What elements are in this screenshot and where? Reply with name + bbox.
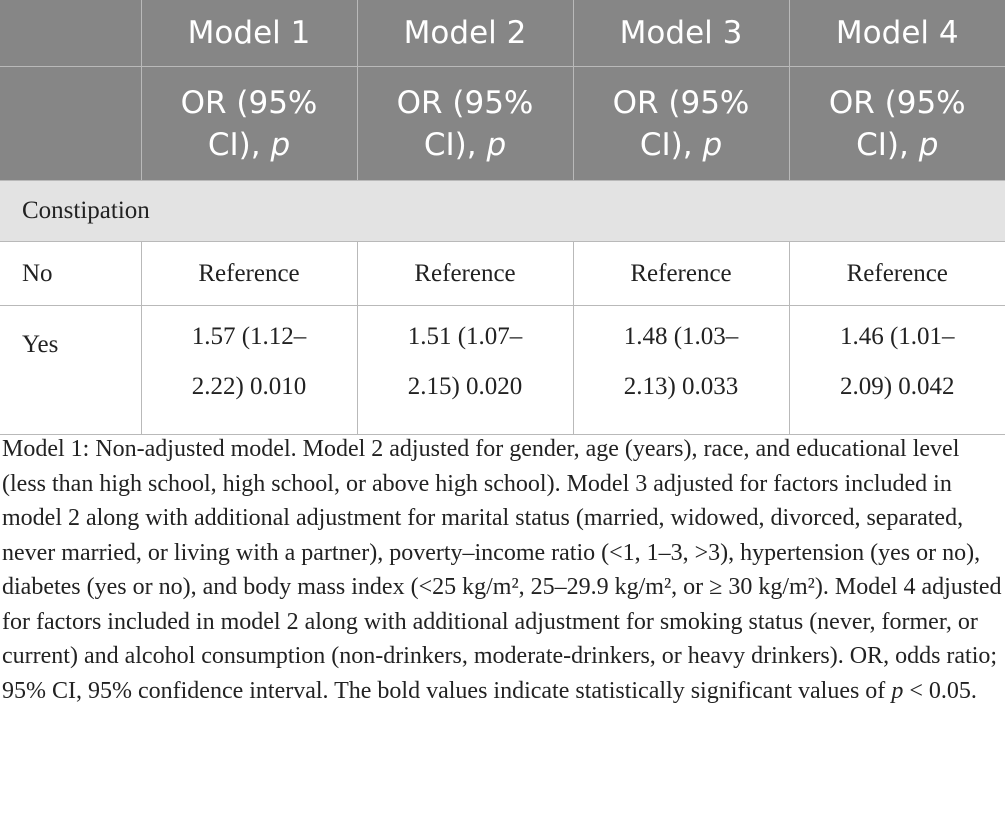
header-stat-p: p <box>270 126 291 163</box>
table-row <box>0 306 1005 435</box>
table-row <box>0 242 1005 306</box>
header-stat-4 <box>789 67 1005 181</box>
header-stat-p: p <box>918 126 939 163</box>
cell-or-line1: 1.46 (1.01– <box>839 323 955 350</box>
cell-reference-model-3: Reference <box>573 242 789 306</box>
header-stat-2 <box>357 67 573 181</box>
cell-or-line2: 2.15) 0.020 <box>407 373 523 400</box>
header-stat-line1: OR (95% <box>828 84 966 121</box>
header-corner-cell-2 <box>0 67 141 181</box>
header-stat-p: p <box>486 126 507 163</box>
cell-or-model-3 <box>573 306 789 435</box>
header-stat-line1: OR (95% <box>180 84 318 121</box>
table-footnote <box>2 432 1002 708</box>
cell-reference-model-2: Reference <box>357 242 573 306</box>
cell-or-line2: 2.22) 0.010 <box>191 373 307 400</box>
cell-or-model-1 <box>141 306 357 435</box>
header-stat-3 <box>573 67 789 181</box>
header-row-models <box>0 0 1005 67</box>
header-stat-line2 <box>580 124 783 166</box>
header-model-3: Model 3 <box>573 0 789 67</box>
header-model-4: Model 4 <box>789 0 1005 67</box>
header-stat-p: p <box>702 126 723 163</box>
cell-or-line2: 2.09) 0.042 <box>839 373 955 400</box>
header-stat-ci: CI), <box>423 126 487 163</box>
cell-or-line1: 1.57 (1.12– <box>191 323 307 350</box>
header-row-stats <box>0 67 1005 181</box>
cell-or-line1: 1.48 (1.03– <box>623 323 739 350</box>
footnote-p-symbol: p <box>891 677 904 704</box>
header-stat-ci: CI), <box>856 126 919 163</box>
cell-reference-model-4: Reference <box>789 242 1005 306</box>
header-stat-ci: CI), <box>639 126 703 163</box>
header-stat-line1: OR (95% <box>396 84 534 121</box>
header-stat-1 <box>141 67 357 181</box>
header-model-1: Model 1 <box>141 0 357 67</box>
section-label: Constipation <box>0 181 1005 242</box>
row-label-yes: Yes <box>0 306 141 435</box>
cell-reference-model-1: Reference <box>141 242 357 306</box>
cell-or-line2: 2.13) 0.033 <box>623 373 739 400</box>
cell-or-line1: 1.51 (1.07– <box>407 323 523 350</box>
footnote-tail-text: < 0.05. <box>903 677 977 704</box>
cell-or-model-4 <box>789 306 1005 435</box>
header-stat-line2 <box>364 124 567 166</box>
header-stat-line2 <box>796 124 1000 166</box>
footnote-main-text: Model 1: Non-adjusted model. Model 2 adjusted for gender, age (years), race, and educational level (less than high school, high school, or above high school). Model 3 adjusted for factors included in model 2 along with additional adjustment for marital status (married, widowed, divorced, separated, never married, or living with a partner), poverty–income ratio (<1, 1–3, >3), hypertension (yes or no), diabetes (yes or no), and body mass index (<25 kg/m², 25–29.9 kg/m², or ≥ 30 kg/m²). Model 4 adjusted for factors included in model 2 along with additional adjustment for smoking status (never, former, or current) and alcohol consumption (non-drinkers, moderate-drinkers, or heavy drinkers). OR, odds ratio; 95% CI, 95% confidence interval. The bold values indicate statistically significant values of <box>2 436 1002 704</box>
header-stat-line2 <box>148 124 351 166</box>
row-label-no: No <box>0 242 141 306</box>
header-corner-cell <box>0 0 141 67</box>
header-stat-line1: OR (95% <box>612 84 750 121</box>
header-stat-ci: CI), <box>207 126 271 163</box>
section-row-constipation <box>0 181 1005 242</box>
header-model-2: Model 2 <box>357 0 573 67</box>
cell-or-model-2 <box>357 306 573 435</box>
